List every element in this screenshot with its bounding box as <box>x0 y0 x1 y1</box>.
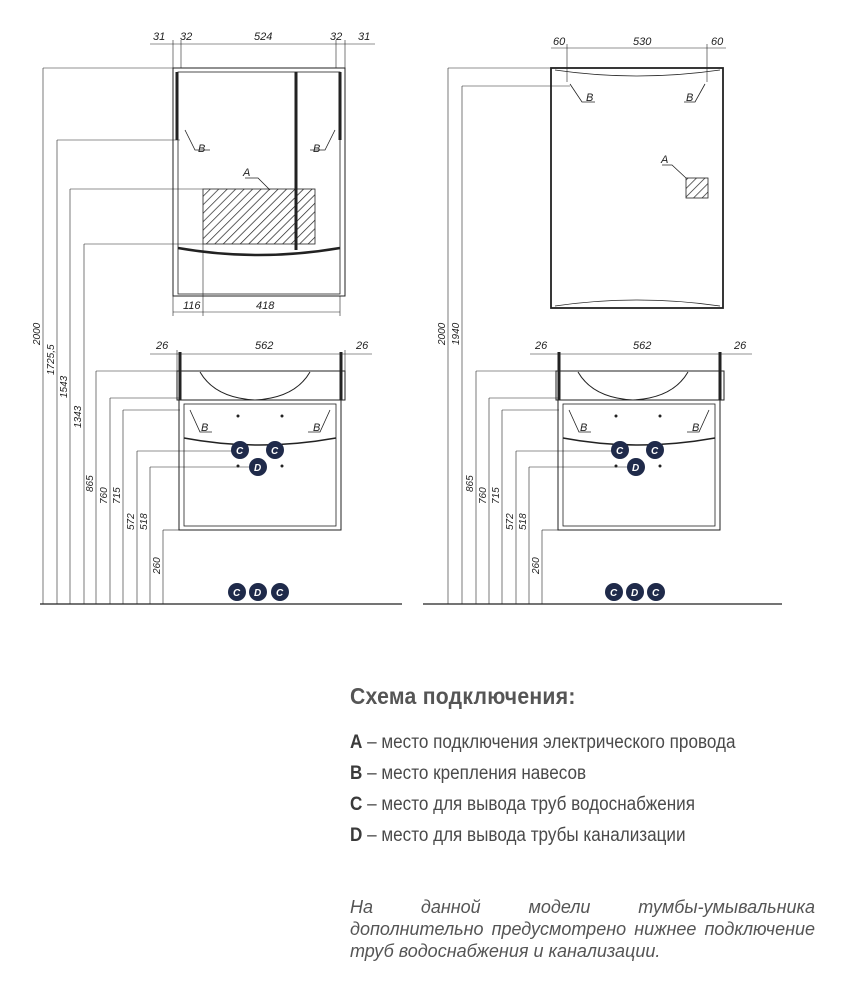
marker-b-label: B <box>686 92 694 104</box>
marker-c-text: C <box>276 588 284 599</box>
marker-d-text: D <box>254 463 262 474</box>
legend-text: – место крепления навесов <box>362 763 587 784</box>
marker-b-label: B <box>198 143 206 155</box>
dim-label: 524 <box>254 31 273 43</box>
legend-text: – место для вывода труб водоснабжения <box>362 794 695 815</box>
marker-c-text: C <box>610 588 618 599</box>
marker-c-text: C <box>651 446 659 457</box>
height-label: 2000 <box>437 322 448 345</box>
right-connection-markers <box>605 441 665 601</box>
marker-a-label: A <box>243 167 251 179</box>
dim-label: 32 <box>180 31 193 43</box>
dim-label: 562 <box>255 340 274 352</box>
marker-c-text: C <box>233 588 241 599</box>
legend-note: На данной модели тумбы-умывальника дополнительно предусмотрено нижнее подключение труб водоснабжения и канализации. <box>350 897 815 961</box>
dim-label: 60 <box>553 36 566 48</box>
legend-item-b <box>350 763 773 785</box>
legend-text: – место для вывода трубы канализации <box>362 825 686 846</box>
left-dimension-labels <box>32 31 370 575</box>
height-label: 715 <box>112 487 123 504</box>
legend-item-c <box>350 794 773 816</box>
dim-label: 26 <box>356 340 369 352</box>
height-label: 1343 <box>73 405 84 428</box>
dim-label: 26 <box>156 340 169 352</box>
height-label: 865 <box>465 475 476 492</box>
marker-d-text: D <box>631 588 639 599</box>
height-label: 2000 <box>32 322 43 345</box>
right-dimension-labels <box>437 36 747 575</box>
height-label: 518 <box>518 513 529 530</box>
height-label: 1543 <box>59 375 70 398</box>
vanity-countertop <box>556 371 724 400</box>
electrical-zone <box>203 189 315 244</box>
dim-label: 116 <box>183 300 201 312</box>
marker-c-text: C <box>616 446 624 457</box>
height-label: 260 <box>152 557 163 574</box>
dim-label: 26 <box>535 340 548 352</box>
marker-b-label: B <box>201 422 209 434</box>
height-label: 760 <box>99 487 110 504</box>
height-label: 715 <box>491 487 502 504</box>
dim-label: 32 <box>330 31 343 43</box>
marker-d-text: D <box>632 463 640 474</box>
left-view <box>40 40 402 604</box>
marker-b-label: B <box>313 143 321 155</box>
legend <box>350 683 820 856</box>
height-label: 260 <box>531 557 542 574</box>
legend-letter: A <box>350 732 363 753</box>
legend-item-d <box>350 825 773 847</box>
height-label: 1940 <box>451 322 462 345</box>
dim-label: 562 <box>633 340 652 352</box>
height-label: 518 <box>139 513 150 530</box>
height-label: 572 <box>505 513 516 530</box>
marker-c-text: C <box>652 588 660 599</box>
dim-label: 418 <box>256 300 275 312</box>
marker-d-text: D <box>254 588 262 599</box>
marker-c-text: C <box>271 446 279 457</box>
marker-b-label: B <box>586 92 594 104</box>
right-view <box>423 44 782 604</box>
dim-label: 31 <box>153 31 166 43</box>
legend-letter: B <box>350 763 363 784</box>
dim-label: 26 <box>734 340 747 352</box>
marker-a-label: A <box>661 154 669 166</box>
height-label: 865 <box>85 475 96 492</box>
height-label: 572 <box>126 513 137 530</box>
legend-item-a <box>350 732 773 754</box>
legend-title: Схема подключения: <box>350 683 576 709</box>
dim-label: 31 <box>358 31 371 43</box>
dim-label: 60 <box>711 36 724 48</box>
height-label: 1725,5 <box>46 344 57 375</box>
legend-text: – место подключения электрического провода <box>362 732 736 753</box>
mirror-cabinet <box>173 68 345 296</box>
electrical-zone <box>686 178 708 198</box>
marker-b-label: B <box>692 422 700 434</box>
height-label: 760 <box>478 487 489 504</box>
marker-b-label: B <box>580 422 588 434</box>
legend-letter: C <box>350 794 363 815</box>
dim-label: 530 <box>633 36 652 48</box>
marker-b-label: B <box>313 422 321 434</box>
legend-letter: D <box>350 825 363 846</box>
marker-c-text: C <box>236 446 244 457</box>
